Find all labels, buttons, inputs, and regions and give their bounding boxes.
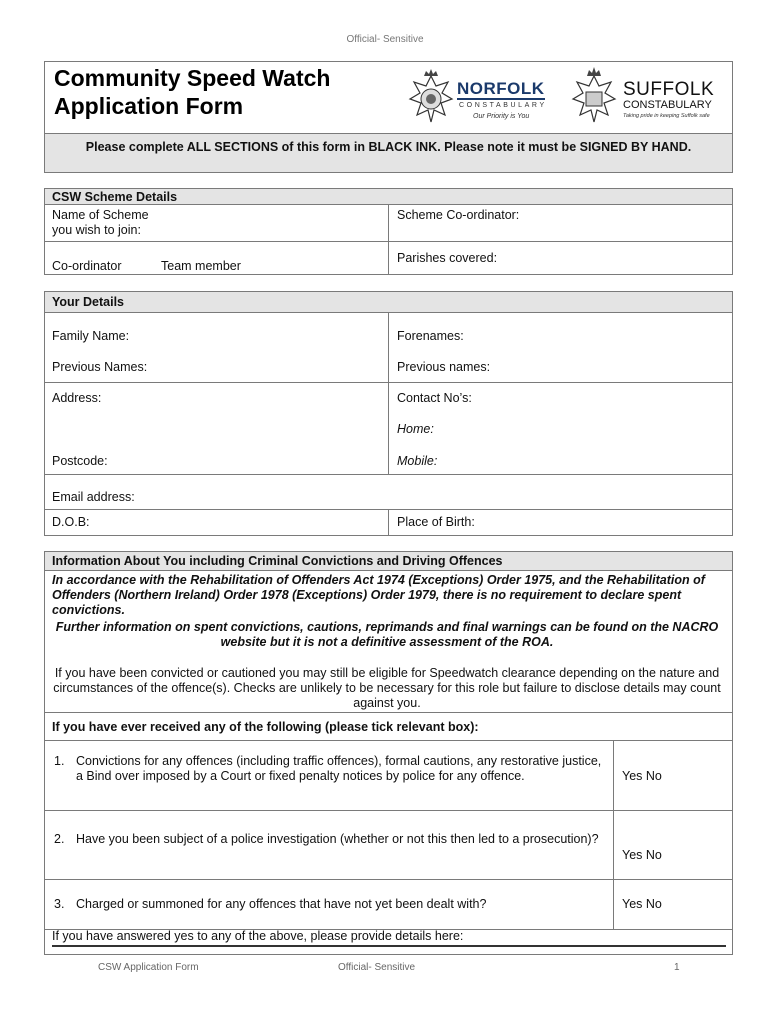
contact-nos-label: Contact No’s: — [397, 391, 472, 405]
row-divider — [45, 509, 732, 510]
scheme-coordinator-label: Scheme Co-ordinator: — [397, 208, 520, 222]
form-title-line2: Application Form — [54, 93, 244, 119]
question-1-yes-no[interactable]: Yes No — [622, 769, 662, 783]
column-divider — [388, 313, 389, 474]
question-2-text: Have you been subject of a police investigation (whether or not this then led to a prosecution)? — [76, 832, 599, 846]
row-divider — [45, 382, 732, 383]
row-divider — [45, 879, 732, 880]
footer-form-name: CSW Application Form — [98, 962, 199, 973]
instructions-banner: Please complete ALL SECTIONS of this form in BLACK INK. Please note it must be SIGNED BY HAND. — [45, 133, 732, 172]
csw-section-heading: CSW Scheme Details — [45, 189, 732, 205]
family-name-label: Family Name: — [52, 329, 130, 343]
name-of-scheme-label: Name of Scheme you wish to join: — [52, 208, 149, 237]
previous-names-label: Previous Names: — [52, 360, 148, 374]
postcode-label: Postcode: — [52, 454, 108, 468]
home-phone-label: Home: — [397, 422, 434, 436]
security-marking: Official- Sensitive — [346, 34, 424, 45]
address-label: Address: — [52, 391, 102, 405]
your-details-section — [44, 291, 733, 536]
column-divider — [388, 509, 389, 535]
question-2-number: 2. — [54, 832, 65, 846]
row-divider — [45, 810, 732, 811]
form-title-line1: Community Speed Watch — [54, 65, 331, 91]
suffolk-constabulary-text: CONSTABULARY — [623, 99, 712, 111]
coordinator-option[interactable] — [52, 259, 125, 274]
team-member-label: Team member — [161, 259, 241, 273]
eligibility-statement: If you have been convicted or cautioned you may still be eligible for Speedwatch clearance depending on the nature and circumstances of the offence(s). Checks are unlikely to be necessary for this role but failure to disclose details may count against you. — [53, 666, 721, 710]
question-1-text: Convictions for any offences (including traffic offences), formal cautions, any restorative justice, a Bind over imposed by a Court or fixed penalty notices by police for any offence. — [76, 754, 602, 783]
title-block — [44, 61, 733, 173]
footer-marking: Official- Sensitive — [338, 962, 416, 973]
your-details-heading: Your Details — [45, 292, 732, 313]
question-1-number: 1. — [54, 754, 65, 768]
convictions-section — [44, 551, 733, 955]
norfolk-constabulary-logo — [407, 68, 557, 128]
coordinator-label: Co-ordinator — [52, 259, 122, 273]
row-divider — [45, 740, 732, 741]
row-divider — [45, 712, 732, 713]
column-divider — [388, 205, 389, 274]
mobile-label: Mobile: — [397, 454, 438, 468]
details-underline — [52, 945, 726, 947]
row-divider — [45, 474, 732, 475]
question-3-yes-no[interactable]: Yes No — [622, 897, 662, 911]
place-of-birth-label: Place of Birth: — [397, 515, 475, 529]
details-prompt: If you have answered yes to any of the above, please provide details here: — [52, 929, 464, 943]
suffolk-constabulary-logo — [569, 66, 729, 130]
convictions-heading: Information About You including Criminal Convictions and Driving Offences — [45, 552, 732, 571]
row-divider — [45, 241, 732, 242]
norfolk-motto: Our Priority is You — [473, 113, 530, 120]
norfolk-name: NORFOLK — [457, 79, 545, 98]
previous-names-right-label: Previous names: — [397, 360, 491, 374]
tick-prompt: If you have ever received any of the following (please tick relevant box): — [52, 720, 479, 734]
norfolk-star-badge-icon — [407, 68, 455, 128]
question-3-number: 3. — [54, 897, 65, 911]
forenames-label: Forenames: — [397, 329, 464, 343]
question-2-yes-no[interactable]: Yes No — [622, 848, 662, 862]
roa-statement: In accordance with the Rehabilitation of Offenders Act 1974 (Exceptions) Order 1975, and the Rehabilitation of Offenders (Northern Ireland) Order 1978 (Exceptions) Order 1979, there is no requirement to declare spent convictions. — [52, 573, 705, 617]
parishes-covered-label: Parishes covered: — [397, 251, 498, 265]
column-divider — [613, 740, 614, 930]
team-member-option[interactable] — [161, 259, 245, 274]
question-3-text: Charged or summoned for any offences that have not yet been dealt with? — [76, 897, 487, 911]
email-label: Email address: — [52, 490, 135, 504]
csw-scheme-section — [44, 188, 733, 275]
suffolk-motto: Taking pride in keeping Suffolk safe — [623, 113, 710, 119]
dob-label: D.O.B: — [52, 515, 90, 529]
form-title — [54, 64, 330, 120]
nacro-statement: Further information on spent convictions, cautions, reprimands and final warnings can be found on the NACRO website but it is not a definitive assessment of the ROA. — [55, 620, 719, 649]
norfolk-constabulary-text: CONSTABULARY — [459, 102, 547, 109]
footer-page-number: 1 — [674, 962, 680, 973]
suffolk-name: SUFFOLK — [623, 79, 715, 100]
suffolk-star-badge-icon — [569, 66, 619, 128]
